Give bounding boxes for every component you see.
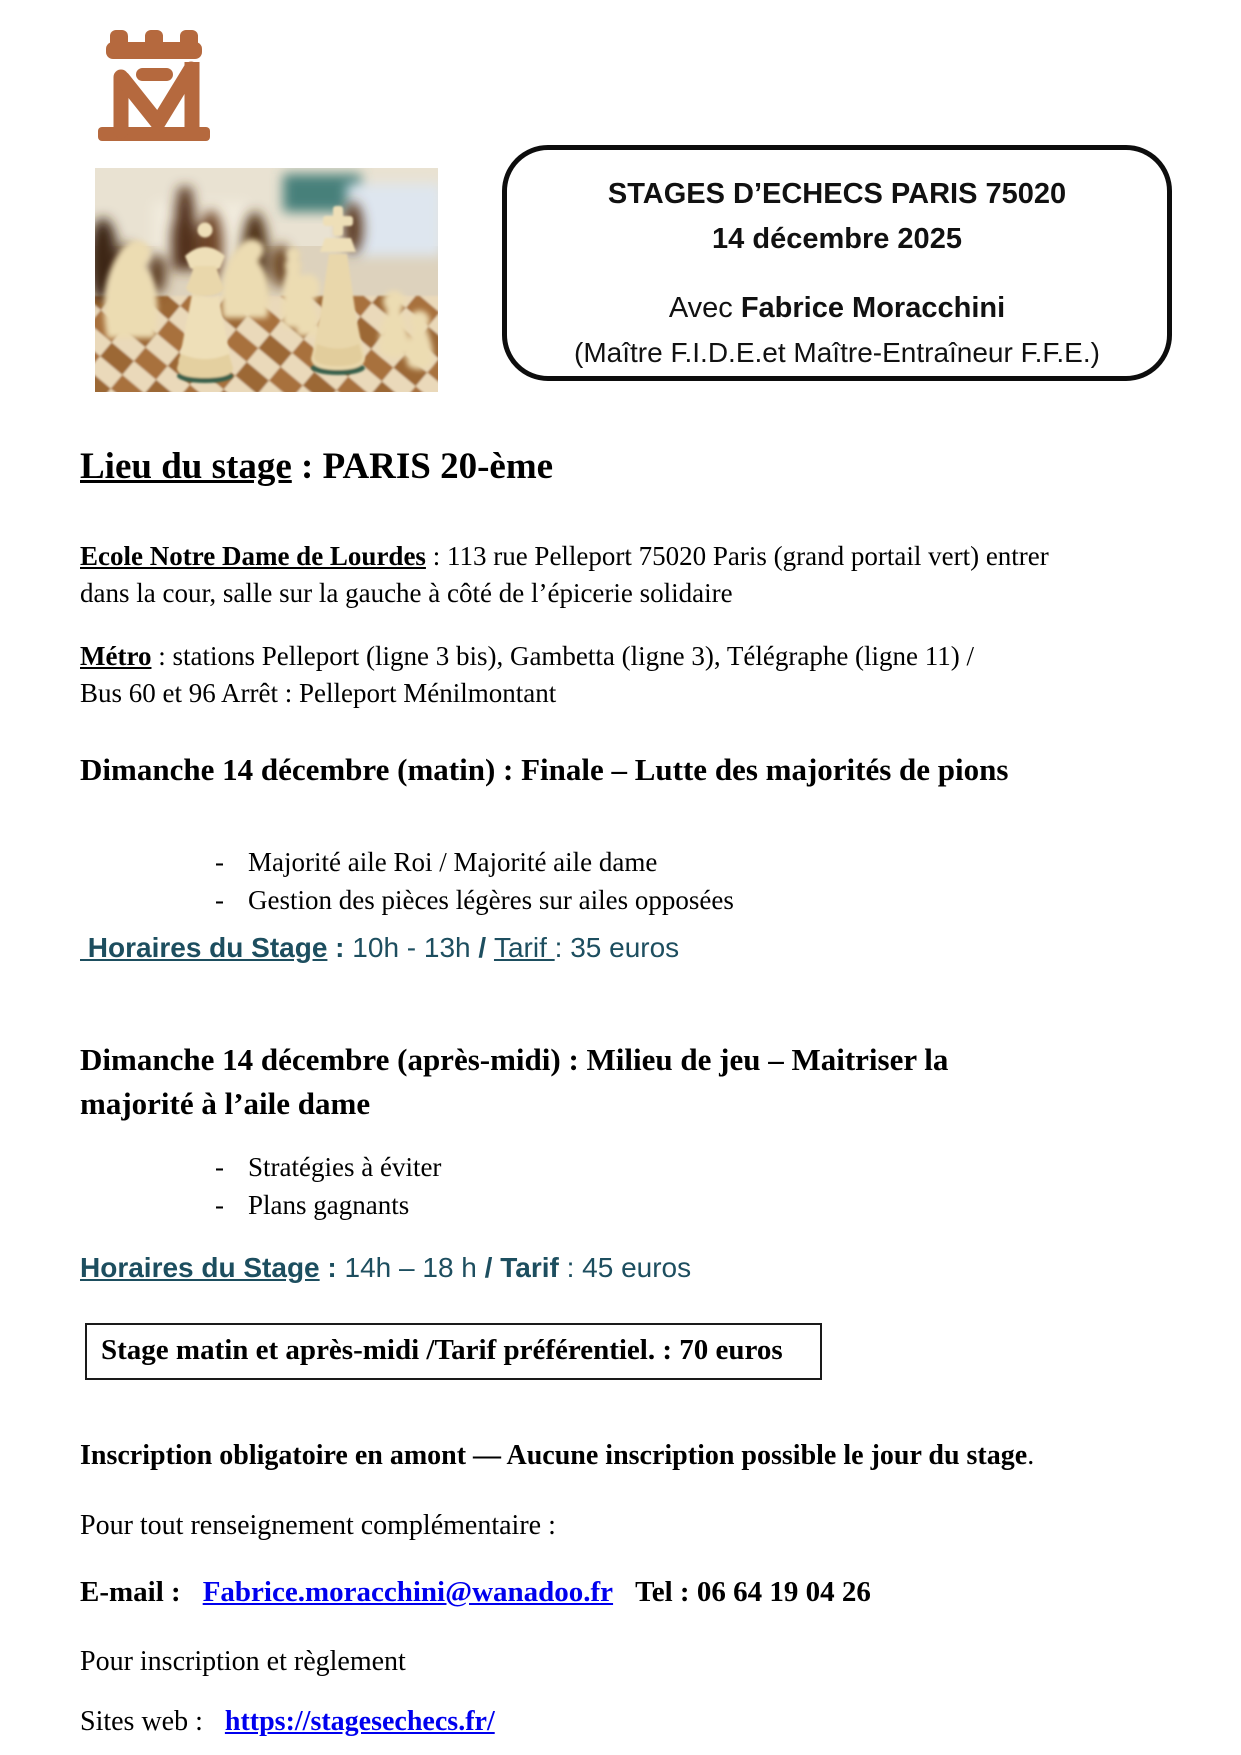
schedule-colon: : (327, 932, 353, 963)
email-label: E-mail : (80, 1576, 181, 1608)
bullet-dash: - (215, 847, 224, 877)
schedule-label: Horaires du Stage (80, 932, 328, 963)
list-item (215, 1186, 441, 1224)
title-box-spacer (507, 262, 1167, 286)
instructor-line (507, 286, 1167, 331)
bullet-dash: - (215, 1190, 224, 1220)
combined-offer-box (85, 1323, 822, 1380)
morning-schedule-line (80, 932, 679, 964)
tarif-value: : 45 euros (558, 1252, 692, 1283)
registration-notice-period: . (1027, 1440, 1035, 1471)
email-link[interactable]: Fabrice.moracchini@wanadoo.fr (202, 1576, 614, 1608)
bullet-text: Plans gagnants (248, 1190, 410, 1220)
afternoon-schedule-line (80, 1252, 691, 1284)
location-heading (80, 445, 553, 488)
schedule-label: Horaires du Stage (80, 1252, 320, 1283)
morning-session-heading: Dimanche 14 décembre (matin) : Finale – Lutte des majorités de pions (80, 752, 1009, 787)
registration-notice-bold: Inscription obligatoire en amont — Aucune inscription possible le jour du stage (80, 1440, 1028, 1471)
location-heading-underlined: Lieu du stage (80, 446, 292, 487)
website-link[interactable]: https://stagesechecs.fr/ (224, 1706, 495, 1737)
bus-info: Bus 60 et 96 Arrêt : Pelleport Ménilmontant (80, 678, 557, 708)
slash-tarif-label: / Tarif (484, 1252, 559, 1283)
afternoon-bullet-list (215, 1148, 441, 1224)
instructor-name: Fabrice Moracchini (740, 292, 1006, 324)
list-item (215, 881, 734, 919)
schedule-colon: : (319, 1252, 345, 1283)
afternoon-heading-line1: Dimanche 14 décembre (après-midi) : Milieu de jeu – Maitriser la (80, 1042, 949, 1077)
schedule-time: 10h - 13h (352, 932, 479, 963)
tarif-value: : 35 euros (554, 932, 680, 963)
flyer-date: 14 décembre 2025 (712, 223, 962, 255)
club-logo-icon (98, 30, 210, 142)
registration-notice (80, 1440, 1034, 1472)
location-heading-rest: : PARIS 20-ème (291, 446, 554, 487)
transport-paragraph (80, 638, 974, 712)
bullet-text: Stratégies à éviter (248, 1152, 442, 1182)
venue-sep: : (425, 541, 447, 571)
websites-label: Sites web : (80, 1706, 203, 1737)
afternoon-session-heading (80, 1038, 948, 1126)
bullet-dash: - (215, 1152, 224, 1182)
title-box (502, 145, 1172, 381)
morning-bullet-list (215, 843, 734, 919)
payment-line: Pour inscription et règlement (80, 1646, 406, 1677)
venue-directions: dans la cour, salle sur la gauche à côté de l’épicerie solidaire (80, 578, 733, 608)
afternoon-heading-line2: majorité à l’aile dame (80, 1086, 371, 1121)
bullet-text: Gestion des pièces légères sur ailes opposées (248, 885, 734, 915)
instructor-prefix: Avec (668, 292, 741, 324)
combined-offer-text: Stage matin et après-midi /Tarif préférentiel. : 70 euros (101, 1334, 783, 1366)
flyer-title: STAGES D’ECHECS PARIS 75020 (607, 178, 1067, 210)
contact-line (80, 1576, 871, 1609)
metro-label: Métro (80, 641, 152, 671)
bullet-text: Majorité aile Roi / Majorité aile dame (248, 847, 658, 877)
schedule-time: 14h – 18 h (344, 1252, 485, 1283)
info-line: Pour tout renseignement complémentaire : (80, 1510, 556, 1541)
venue-label: Ecole Notre Dame de Lourdes (80, 541, 426, 571)
venue-paragraph (80, 538, 1049, 612)
bullet-dash: - (215, 885, 224, 915)
metro-sep: : (151, 641, 173, 671)
chess-photo (95, 168, 438, 392)
metro-stations: stations Pelleport (ligne 3 bis), Gambetta (ligne 3), Télégraphe (ligne 11) / (172, 641, 975, 671)
instructor-credentials: (Maître F.I.D.E.et Maître-Entraîneur F.F.E.) (574, 337, 1100, 368)
schedule-slash: / (478, 932, 494, 963)
websites-line (80, 1706, 495, 1738)
tarif-label: Tarif (493, 932, 555, 963)
list-item (215, 1148, 441, 1186)
list-item (215, 843, 734, 881)
phone-number: Tel : 06 64 19 04 26 (635, 1576, 871, 1608)
venue-address: 113 rue Pelleport 75020 Paris (grand portail vert) entrer (446, 541, 1049, 571)
